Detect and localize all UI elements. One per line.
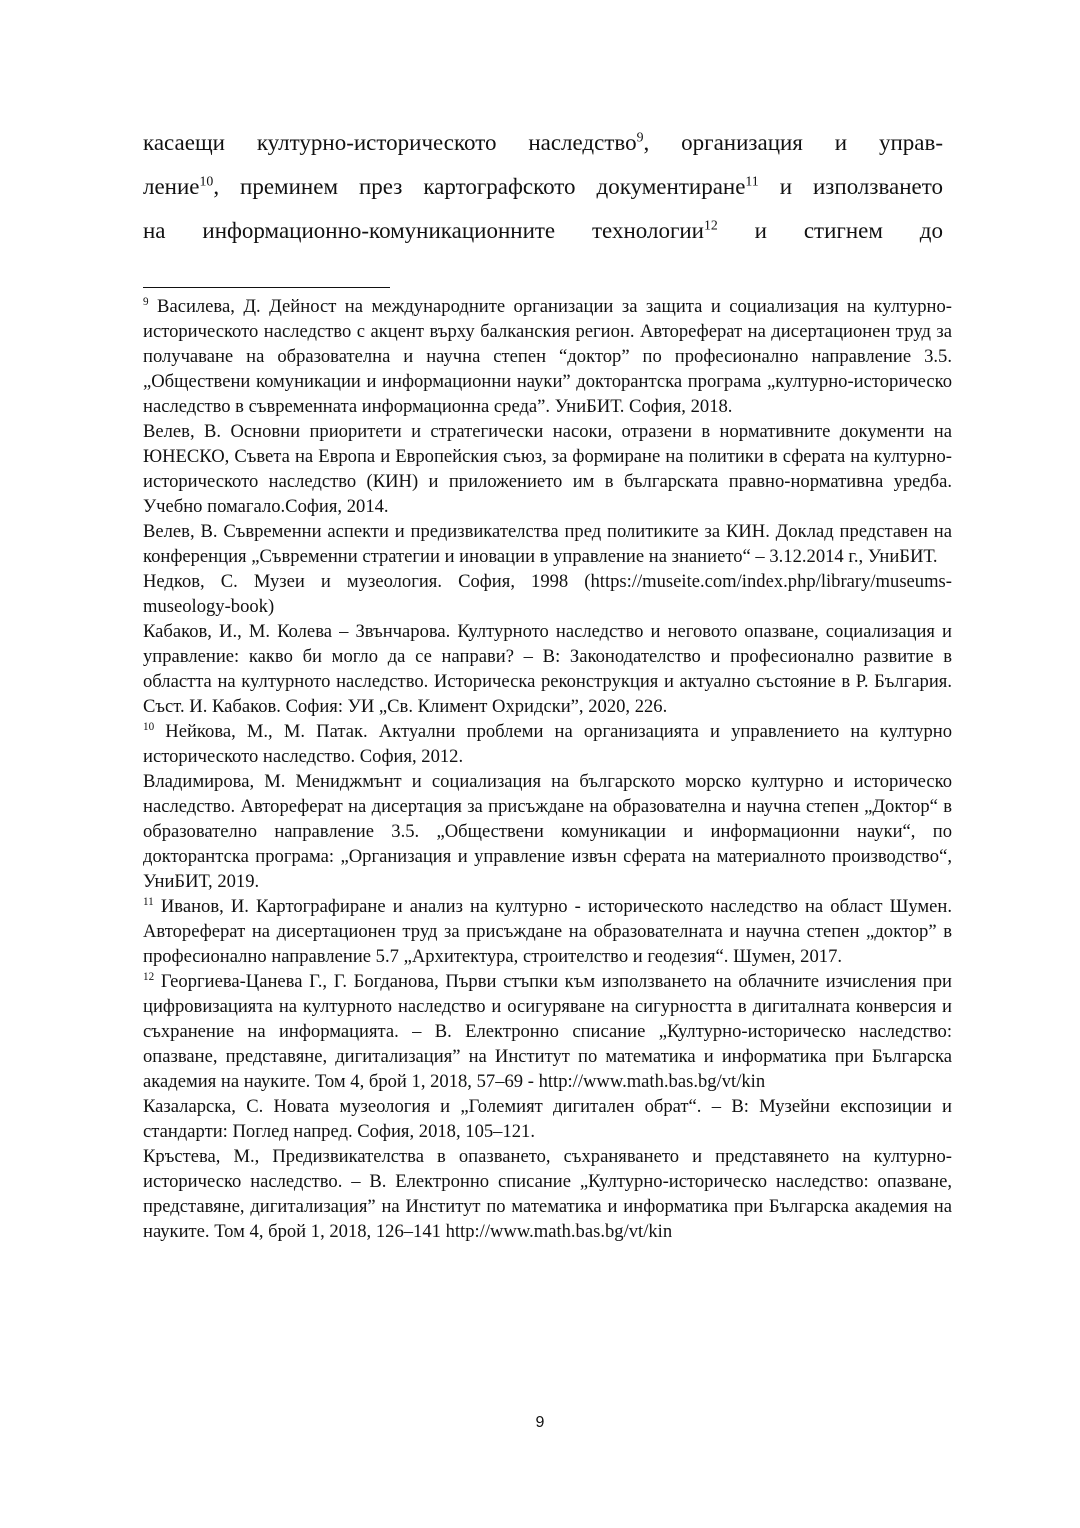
footnote-text: Недков, С. Музеи и музеология. София, 1998 (https://museite.com/index.php/library/museums-museology-book) [143,571,952,617]
footnote-text: Кабаков, И., М. Колева – Звънчарова. Културното наследство и неговото опазване, социализация и управление: какво би могло да се направи? – В: Законодателство и професионално развитие в областта на културното наследство. Историческа реконструкция и актуално състояние в Р. България. Съст. И. Кабаков. София: УИ „Св. Климент Охридски”, 2020, 226. [143,621,952,717]
footnote-ref-10[interactable]: 10 [199,173,214,189]
footnote-text: Владимирова, М. Мениджмънт и социализация на българското морско културно и историческо наследство. Автореферат на дисертация за присъждане на образователна и научна степен „Доктор“ в образователно направление 3.5. „Обществени комуникации и информационни науки“, по докторантска програма: „Организация и управление извън сферата на материалното производство“, УниБИТ, 2019. [143,771,952,892]
footnote-ref-11[interactable]: 11 [745,173,759,189]
footnote-mark: 12 [143,970,155,983]
footnotes-section [143,294,952,1244]
body-line-1: касаещи културно-историческото наследство$^9$, организация и управ- [143,129,943,155]
footnote-9 [143,294,952,419]
footnote-text: Василева, Д. Дейност на международните организации за защита и социализация на културно-историческото наследство с акцент върху балканския регион. Автореферат на дисертационен труд за получаване на образователна и научна степен “доктор” по професионално направление 3.5. „Обществени комуникации и информационни науки” докторантска програма „културно-историческо наследство в съвременната информационна среда”. УниБИТ. София, 2018. [143,296,952,417]
footnote-11 [143,894,952,969]
footnote-10 [143,719,952,769]
body-line-2: ление$^{10}$, преминем през картографското документиране$^{11}$ и използването [143,173,943,199]
footnote-text: Нейкова, М., М. Патак. Актуални проблеми на организацията и управлението на културно историческото наследство. София, 2012. [143,721,953,767]
footnote-entry [143,569,952,619]
footnote-ref-9[interactable]: 9 [636,129,644,145]
footnote-mark: 11 [143,895,154,908]
footnote-entry [143,519,952,569]
page-number: 9 [535,1414,545,1431]
footnote-separator [143,287,390,288]
footnote-text: Казаларска, С. Новата музеология и „Големият дигитален обрат“. – В: Музейни експозиции и стандарти: Поглед напред. София, 2018, 105–121. [143,1096,952,1142]
footnote-entry [143,769,952,894]
footnote-entry [143,1144,952,1244]
footnote-entry [143,619,952,719]
footnote-mark: 10 [143,720,155,733]
footnote-entry [143,419,952,519]
footnote-text: Велев, В. Основни приоритети и стратегически насоки, отразени в нормативните документи на ЮНЕСКО, Съвета на Европа и Европейския съюз, за формиране на политики в сферата на културно-историческото наследство (КИН) и приложението им в българската правно-нормативна уредба. Учебно помагало.София, 2014. [143,421,952,517]
footnote-text: Иванов, И. Картографиране и анализ на културно - историческото наследство на област Шумен. Автореферат на дисертационен труд за присъждане на образователната и научна степен „доктор” в професионално направление 5.7 „Архитектура, строителство и геодезия“. Шумен, 2017. [143,896,953,967]
footnote-text: Кръстева, М., Предизвикателства в опазването, съхраняването и представянето на културно-историческо наследство. – В. Електронно списание „Културно-историческо наследство: опазване, представяне, дигитализация” на Институт по математика и информатика при Българска академия на науките. Том 4, брой 1, 2018, 126–141 http://www.math.bas.bg/vt/kin [143,1146,952,1242]
footnote-12 [143,969,952,1094]
footnote-text: Велев, В. Съвременни аспекти и предизвикателства пред политиките за КИН. Доклад представен на конференция „Съвременни стратегии и иновации в управление на знанието“ – 3.12.2014 г., УниБИТ. [143,521,952,567]
footnote-mark: 9 [143,295,149,308]
footnote-ref-12[interactable]: 12 [704,217,718,233]
body-paragraph [143,121,943,253]
body-line-3: на информационно-комуникационните технологии$^{12}$ и стигнем до [143,217,943,243]
footnote-text: Георгиева-Цанева Г., Г. Богданова, Първи стъпки към използването на облачните изчисления при цифровизацията на културното наследство и осигуряване на сигурността в дигиталната конверсия и съхранение на информацията. – В. Електронно списание „Културно-историческо наследство: опазване, представяне, дигитализация” на Институт по математика и информатика при Българска академия на науките. Том 4, брой 1, 2018, 57–69 - http://www.math.bas.bg/vt/kin [143,971,952,1092]
footnote-entry [143,1094,952,1144]
